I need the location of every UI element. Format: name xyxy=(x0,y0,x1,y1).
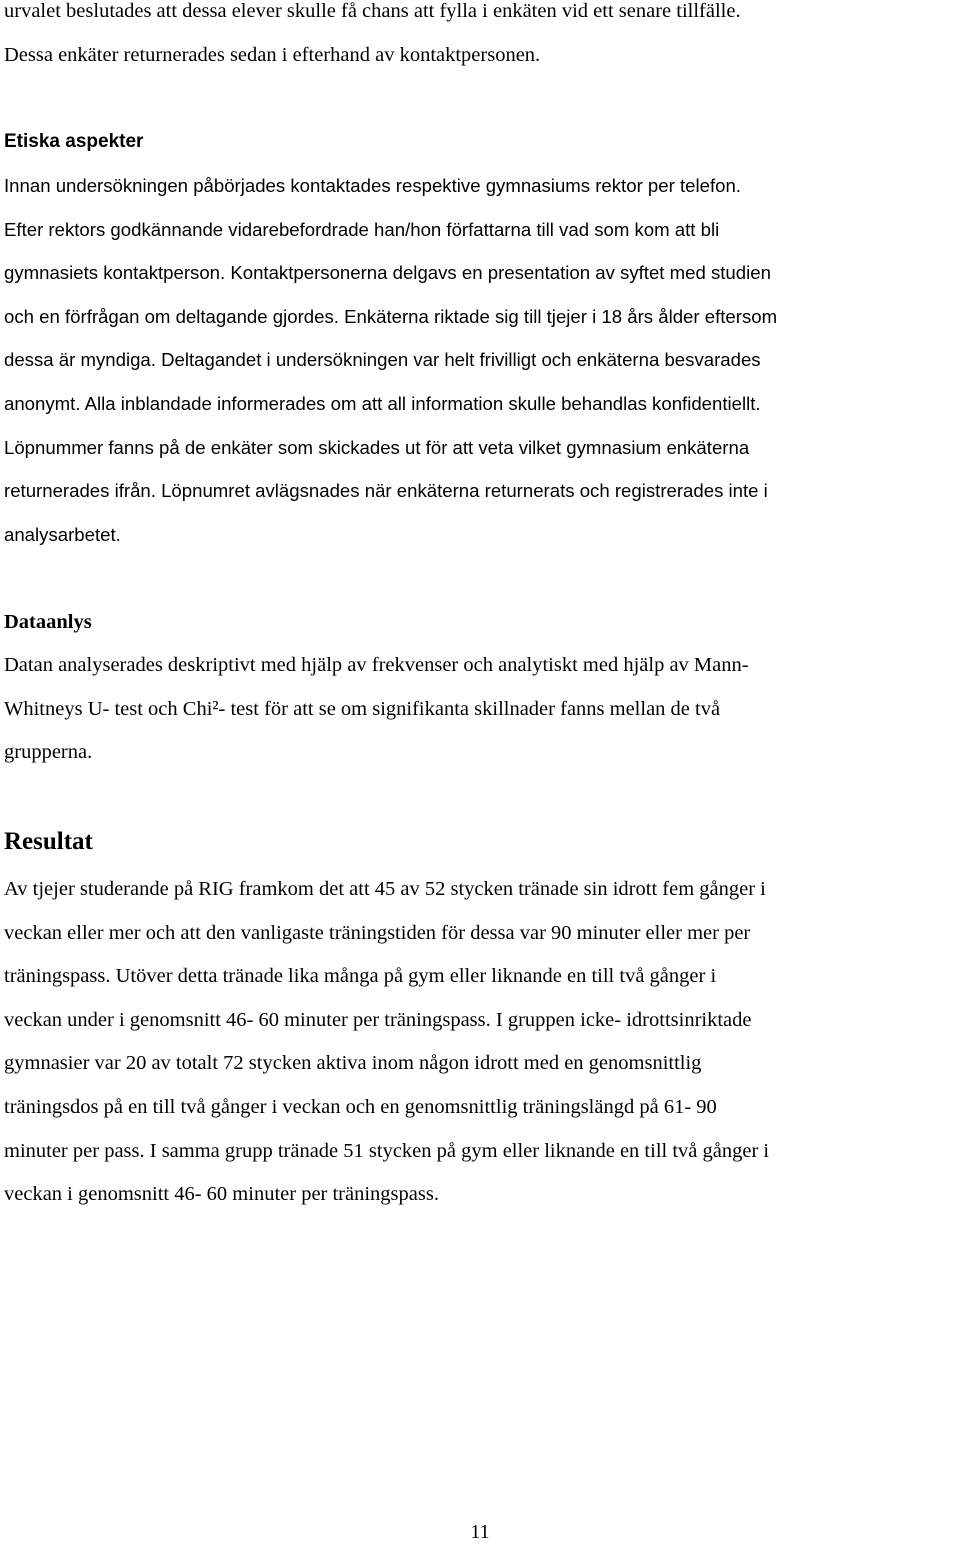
section-heading-ethics: Etiska aspekter xyxy=(4,131,144,152)
text-line: gymnasiets kontaktperson. Kontaktpersonerna delgavs en presentation av syftet med studien xyxy=(4,262,771,284)
text-line: och en förfrågan om deltagande gjordes. Enkäterna riktade sig till tjejer i 18 års ålder eftersom xyxy=(4,305,778,327)
text-line: träningsdos på en till två gånger i veckan och en genomsnittlig träningslängd på 61- 90 xyxy=(4,1095,717,1118)
section-heading-results: Resultat xyxy=(4,828,93,855)
results-paragraph xyxy=(4,868,960,1217)
text-line: träningspass. Utöver detta tränade lika många på gym eller liknande en till två gånger i xyxy=(4,965,717,988)
text-line: Löpnummer fanns på de enkäter som skickades ut för att veta vilket gymnasium enkäterna xyxy=(4,436,750,458)
text-line: veckan eller mer och att den vanligaste träningstiden för dessa var 90 minuter eller mer per xyxy=(4,921,751,944)
text-line: veckan under i genomsnitt 46- 60 minuter per träningspass. I gruppen icke- idrottsinriktade xyxy=(4,1008,752,1031)
text-line: analysarbetet. xyxy=(4,523,121,545)
analysis-paragraph xyxy=(4,644,960,775)
text-line: Efter rektors godkännande vidarebefordrade han/hon författarna till vad som kom att bli xyxy=(4,218,720,240)
text-line: urvalet beslutades att dessa elever skulle få chans att fylla i enkäten vid ett senare tillfälle. xyxy=(4,0,741,22)
section-heading-analysis: Dataanlys xyxy=(4,611,92,633)
text-line: Dessa enkäter returnerades sedan i efterhand av kontaktpersonen. xyxy=(4,43,541,66)
text-line: veckan i genomsnitt 46- 60 minuter per träningspass. xyxy=(4,1183,439,1206)
text-line: Whitneys U- test och Chi²- test för att se om signifikanta skillnader fanns mellan de två xyxy=(4,697,721,720)
text-line: minuter per pass. I samma grupp tränade 51 stycken på gym eller liknande en till två gånger i xyxy=(4,1139,770,1162)
text-line: gymnasier var 20 av totalt 72 stycken aktiva inom någon idrott med en genomsnittlig xyxy=(4,1052,702,1075)
text-line: Datan analyserades deskriptivt med hjälp av frekvenser och analytiskt med hjälp av Mann- xyxy=(4,654,749,676)
text-line: dessa är myndiga. Deltagandet i undersökningen var helt frivilligt och enkäterna besvarades xyxy=(4,349,761,371)
text-line: Av tjejer studerande på RIG framkom det att 45 av 52 stycken tränade sin idrott fem gånger i xyxy=(4,878,766,900)
page-number: 11 xyxy=(470,1521,490,1543)
text-line: returnerades ifrån. Löpnumret avlägsnades när enkäterna returnerats och registrerades inte i xyxy=(4,480,768,502)
text-line: Innan undersökningen påbörjades kontaktades respektive gymnasiums rektor per telefon. xyxy=(4,175,741,196)
text-line: anonymt. Alla inblandade informerades om att all information skulle behandlas konfidentiellt. xyxy=(4,392,761,414)
intro-paragraph xyxy=(4,0,960,77)
ethics-paragraph xyxy=(4,164,960,556)
text-line: grupperna. xyxy=(4,741,93,764)
